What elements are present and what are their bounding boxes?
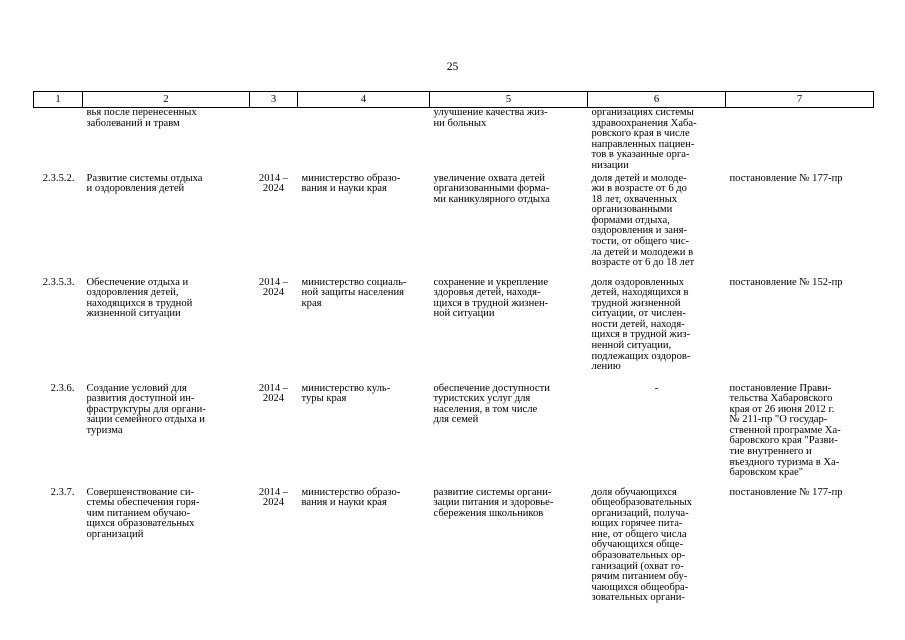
column-header: 5 <box>430 92 588 108</box>
measure-name: Развитие системы отдыха и оздоровления детей <box>86 172 203 195</box>
column-header: 4 <box>298 92 430 108</box>
column-header: 6 <box>588 92 726 108</box>
indicator: доля оздоровленных детей, находящихся в трудной жизненной ситуации, от числен- ности детей, находя- щихся в трудной жиз- ненной ситуации, подлежащих оздоров- лению <box>591 276 691 373</box>
legal-basis: постановление Прави- тельства Хабаровского края от 26 июня 2012 г. № 211-пр "О государ- ственной программе Ха- баровского края "Разви- тие внутреннего и въездного туризма в Ха- баровском крае" <box>729 382 841 479</box>
column-header: 2 <box>83 92 250 108</box>
row-number: 2.3.7. <box>50 486 75 498</box>
indicator: доля обучающихся общеобразовательных организаций, получа- ющих горячее пита- ние, от общего числа обучающихся обще- образовательных ор- ганизаций (охват го- рячим питанием обу- чающихся общеобра- зовательных органи- <box>591 486 692 604</box>
measure-name: Совершенствование си- стемы обеспечения горя- чим питанием обучаю- щихся образовательных организаций <box>86 486 200 540</box>
table-row <box>34 108 874 174</box>
executor: министерство образо- вания и науки края <box>301 486 401 509</box>
indicator: - <box>654 382 659 394</box>
column-header: 7 <box>726 92 874 108</box>
row-number: 2.3.5.3. <box>42 276 75 288</box>
expected-result: обеспечение доступности туристских услуг для населения, в том числе для семей <box>433 382 550 426</box>
column-header: 3 <box>250 92 298 108</box>
expected-result: развитие системы органи- зации питания и здоровье- сбережения школьников <box>433 486 554 519</box>
row-number: 2.3.6. <box>50 382 75 394</box>
period <box>250 108 298 174</box>
table-row <box>34 174 874 278</box>
expected-result: сохранение и укрепление здоровья детей, находя- щихся в трудной жизнен- ной ситуации <box>433 276 549 320</box>
indicator: доля детей и молоде- жи в возрасте от 6 до 18 лет, охваченных организованными формами отдыха, оздоровления и заня- тости, от общего чис- ла детей и молодежи в возрасте от 6 до 18 лет <box>591 172 695 269</box>
table-row <box>34 278 874 384</box>
page-number: 25 <box>446 61 459 73</box>
period: 2014 – 2024 <box>258 276 289 299</box>
period: 2014 – 2024 <box>258 486 289 509</box>
table-row <box>34 488 874 605</box>
program-table <box>33 91 874 604</box>
legal-basis: постановление № 152-пр <box>729 276 843 288</box>
executor <box>298 108 430 174</box>
executor: министерство образо- вания и науки края <box>301 172 401 195</box>
measure-name: Создание условий для развития доступной ин- фраструктуры для органи- зации семейного отдыха и туризма <box>86 382 206 436</box>
period: 2014 – 2024 <box>258 382 289 405</box>
legal-basis: постановление № 177-пр <box>729 486 843 498</box>
expected-result: увеличение охвата детей организованными форма- ми каникулярного отдыха <box>433 172 550 205</box>
table-row <box>34 384 874 488</box>
measure-name: вья после перенесенных заболеваний и травм <box>86 107 197 129</box>
expected-result: улучшение качества жиз- ни больных <box>433 107 548 129</box>
executor: министерство куль- туры края <box>301 382 391 405</box>
legal-basis: постановление № 177-пр <box>729 172 843 184</box>
column-header: 1 <box>34 92 83 108</box>
column-header-row <box>34 92 874 108</box>
row-number: 2.3.5.2. <box>42 172 75 184</box>
row-number <box>34 108 83 174</box>
legal-basis <box>726 108 874 174</box>
indicator: организациях системы здравоохранения Хаба- ровского края в числе направленных пациен- тов в указанные орга- низации <box>591 107 697 171</box>
executor: министерство социаль- ной защиты населения края <box>301 276 407 309</box>
measure-name: Обеспечение отдыха и оздоровления детей, находящихся в трудной жизненной ситуации <box>86 276 193 320</box>
period: 2014 – 2024 <box>258 172 289 195</box>
